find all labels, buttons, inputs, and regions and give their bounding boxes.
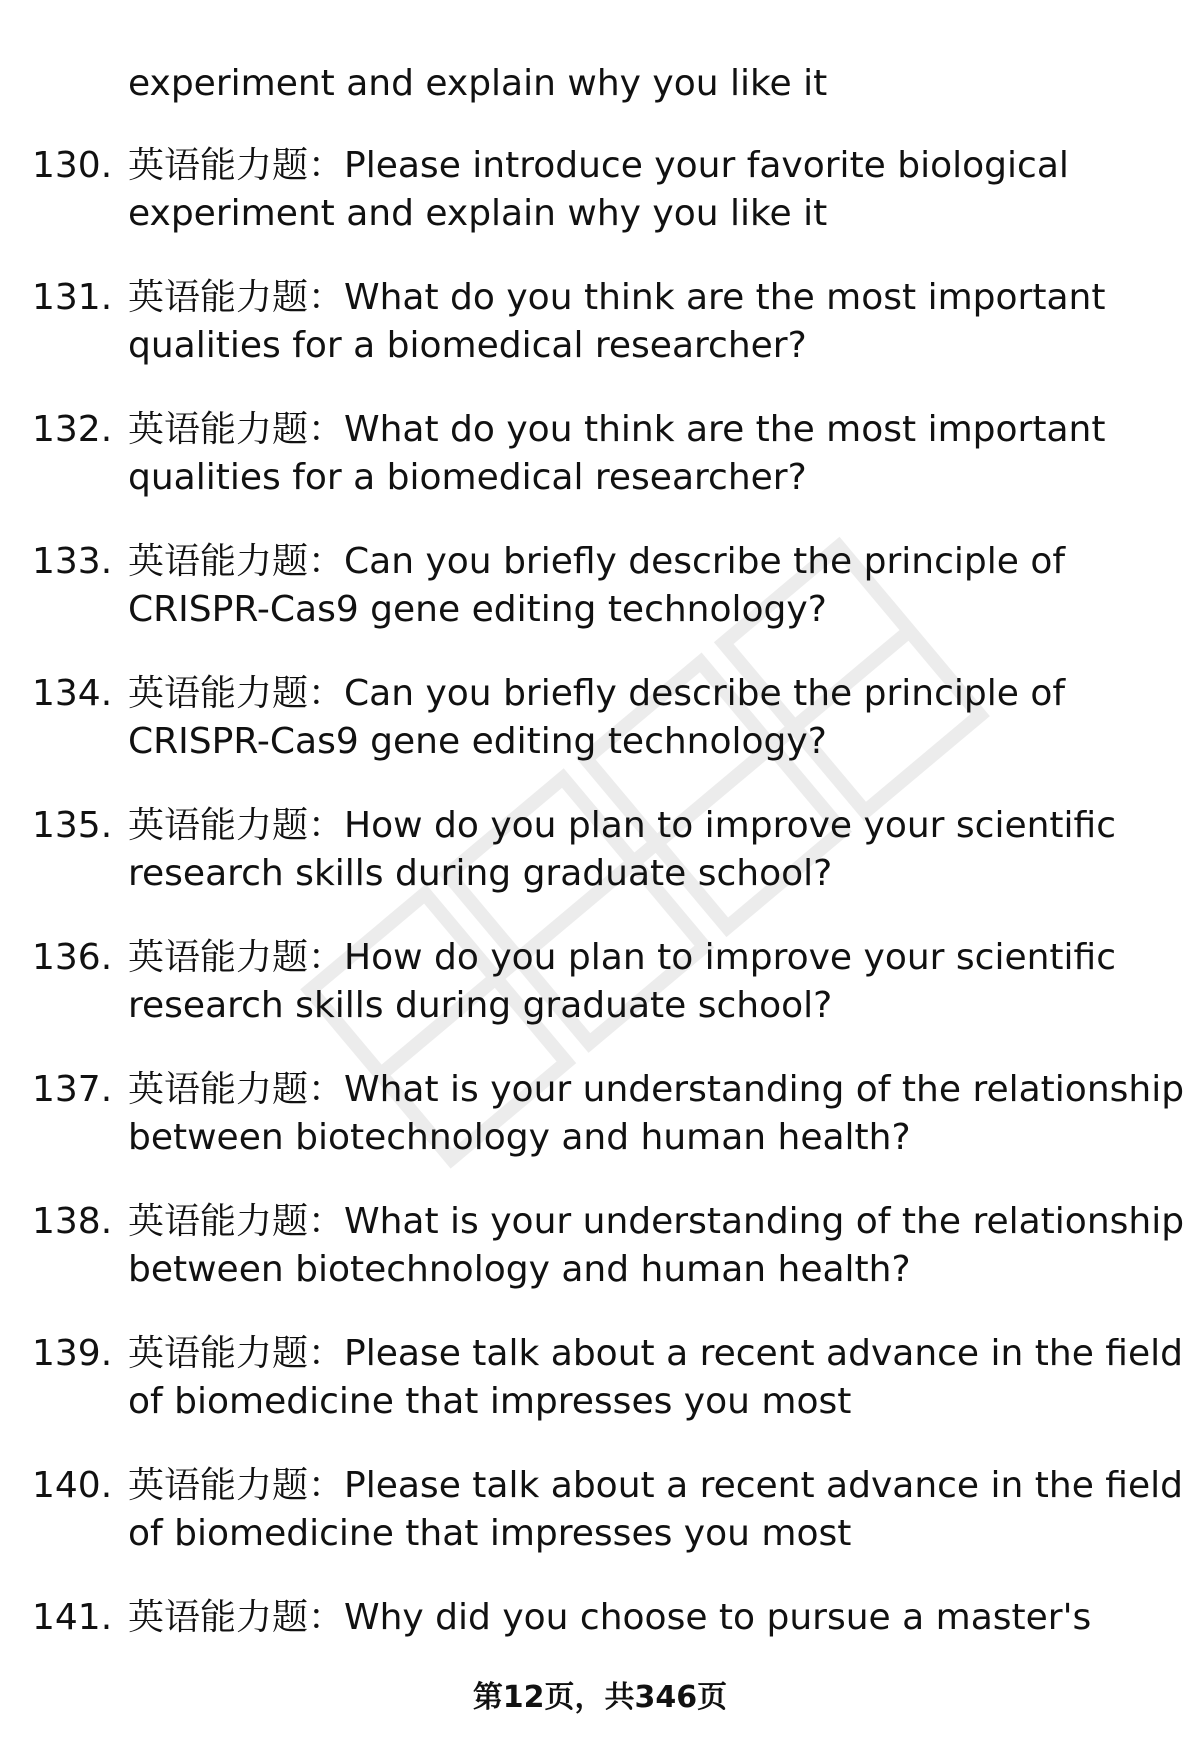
- question-number: 135.: [32, 805, 113, 846]
- question-type-prefix: 英语能力题：: [128, 673, 345, 714]
- question-line-body: of biomedicine that impresses you most: [128, 1381, 852, 1422]
- question-item: [0, 934, 1200, 1066]
- question-line-body: What is your understanding of the relationship: [344, 1069, 1185, 1110]
- question-line-body: experiment and explain why you like it: [128, 193, 828, 234]
- question-text-line: [128, 322, 1168, 370]
- question-text: [128, 934, 1168, 1030]
- continued-question-line: experiment and explain why you like it: [128, 63, 828, 104]
- question-item: [0, 538, 1200, 670]
- question-line-body: Please introduce your favorite biological: [344, 145, 1069, 186]
- question-text-line: [128, 1198, 1185, 1246]
- question-text-line: [128, 1594, 1168, 1642]
- question-line-body: of biomedicine that impresses you most: [128, 1513, 852, 1554]
- question-number: 141.: [32, 1597, 113, 1638]
- question-line-body: Please talk about a recent advance in the field: [344, 1333, 1183, 1374]
- question-line-body: Why did you choose to pursue a master's: [344, 1597, 1092, 1638]
- question-text: [128, 1066, 1185, 1162]
- question-number: 138.: [32, 1201, 113, 1242]
- question-text-line: [128, 142, 1168, 190]
- question-type-prefix: 英语能力题：: [128, 1069, 345, 1110]
- question-text-line: [128, 1510, 1168, 1558]
- question-line-body: Please talk about a recent advance in the field: [344, 1465, 1183, 1506]
- question-type-prefix: 英语能力题：: [128, 937, 345, 978]
- question-number: 139.: [32, 1333, 113, 1374]
- question-line-body: research skills during graduate school?: [128, 853, 833, 894]
- question-number: 131.: [32, 277, 113, 318]
- question-line-body: Can you briefly describe the principle of: [344, 541, 1066, 582]
- question-text-line: [128, 1066, 1185, 1114]
- question-text-line: [128, 190, 1168, 238]
- question-text: [128, 274, 1168, 370]
- question-text-line: [128, 1330, 1183, 1378]
- question-text-line: [128, 1378, 1168, 1426]
- question-number: 134.: [32, 673, 113, 714]
- question-text-line: [128, 538, 1168, 586]
- question-line-body: qualities for a biomedical researcher?: [128, 457, 807, 498]
- question-text: [128, 1198, 1185, 1294]
- question-line-body: How do you plan to improve your scientific: [344, 805, 1117, 846]
- question-item: [0, 274, 1200, 406]
- question-text-line: [128, 718, 1168, 766]
- question-number: 130.: [32, 145, 113, 186]
- question-text-line: [128, 1246, 1168, 1294]
- question-type-prefix: 英语能力题：: [128, 805, 345, 846]
- question-text: [128, 1594, 1168, 1642]
- question-number: 137.: [32, 1069, 113, 1110]
- question-line-body: between biotechnology and human health?: [128, 1117, 911, 1158]
- question-item: [0, 670, 1200, 802]
- question-text-line: [128, 454, 1168, 502]
- question-text-line: [128, 1114, 1168, 1162]
- question-text: [128, 802, 1168, 898]
- question-text-line: [128, 802, 1168, 850]
- question-text: [128, 538, 1168, 634]
- question-type-prefix: 英语能力题：: [128, 541, 345, 582]
- question-text-line: [128, 982, 1168, 1030]
- question-item: [0, 1066, 1200, 1198]
- question-text-line: [128, 934, 1168, 982]
- question-text: [128, 1462, 1183, 1558]
- question-line-body: CRISPR-Cas9 gene editing technology?: [128, 721, 827, 762]
- question-item: [0, 406, 1200, 538]
- question-line-body: How do you plan to improve your scientific: [344, 937, 1117, 978]
- question-text-line: [128, 586, 1168, 634]
- page-footer: 第12页，共346页: [472, 1680, 728, 1715]
- question-text: [128, 406, 1168, 502]
- question-number: 140.: [32, 1465, 113, 1506]
- question-type-prefix: 英语能力题：: [128, 409, 345, 450]
- question-text: [128, 670, 1168, 766]
- question-item: [0, 802, 1200, 934]
- question-line-body: Can you briefly describe the principle of: [344, 673, 1066, 714]
- question-text: [128, 1330, 1183, 1426]
- question-line-body: What do you think are the most important: [344, 277, 1106, 318]
- question-list: [0, 142, 1200, 1726]
- question-type-prefix: 英语能力题：: [128, 277, 345, 318]
- question-line-body: between biotechnology and human health?: [128, 1249, 911, 1290]
- question-type-prefix: 英语能力题：: [128, 1465, 345, 1506]
- question-text-line: [128, 850, 1168, 898]
- question-type-prefix: 英语能力题：: [128, 1333, 345, 1374]
- question-text-line: [128, 406, 1168, 454]
- question-line-body: qualities for a biomedical researcher?: [128, 325, 807, 366]
- question-line-body: What is your understanding of the relationship: [344, 1201, 1185, 1242]
- question-item: [0, 1330, 1200, 1462]
- question-text-line: [128, 1462, 1183, 1510]
- question-line-body: CRISPR-Cas9 gene editing technology?: [128, 589, 827, 630]
- question-type-prefix: 英语能力题：: [128, 145, 345, 186]
- question-line-body: research skills during graduate school?: [128, 985, 833, 1026]
- question-type-prefix: 英语能力题：: [128, 1201, 345, 1242]
- question-number: 136.: [32, 937, 113, 978]
- question-line-body: What do you think are the most important: [344, 409, 1106, 450]
- question-item: [0, 142, 1200, 274]
- question-number: 132.: [32, 409, 113, 450]
- question-text-line: [128, 670, 1168, 718]
- question-number: 133.: [32, 541, 113, 582]
- question-item: [0, 1462, 1200, 1594]
- question-text: [128, 142, 1168, 238]
- question-type-prefix: 英语能力题：: [128, 1597, 345, 1638]
- question-item: [0, 1198, 1200, 1330]
- question-text-line: [128, 274, 1168, 322]
